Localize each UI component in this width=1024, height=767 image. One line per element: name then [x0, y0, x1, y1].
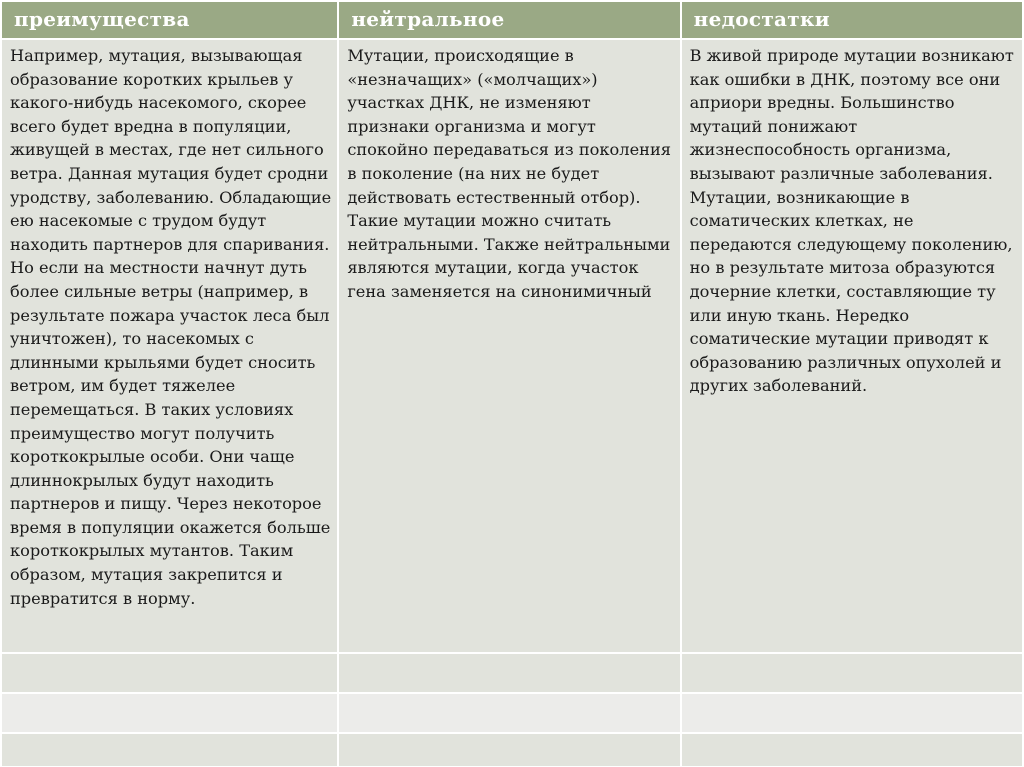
empty-cell: [339, 694, 679, 732]
cell-advantages: Например, мутация, вызывающая образование коротких крыльев у какого-нибудь насекомого, скорее всего будет вредна в популяции, живущей в местах, где нет сильного ветра. Данная мутация будет сродни уродству, заболеванию. Обладающие ею насекомые с трудом будут находить партнеров для спаривания. Но если на местности начнут дуть более сильные ветры (например, в результате пожара участок леса был уничтожен), то насекомых с длинными крыльями будет сносить ветром, им будет тяжелее перемещаться. В таких условиях преимущество могут получить короткокрылые особи. Они чаще длиннокрылых будут находить партнеров и пищу. Через некоторое время в популяции окажется больше короткокрылых мутантов. Таким образом, мутация закрепится и превратится в норму.: [2, 40, 337, 652]
empty-cell: [682, 654, 1022, 692]
empty-row: [2, 734, 1022, 766]
empty-cell: [682, 694, 1022, 732]
header-advantages: преимущества: [2, 2, 337, 38]
header-neutral: нейтральное: [339, 2, 679, 38]
empty-row: [2, 694, 1022, 732]
cell-disadvantages: В живой природе мутации возникают как ошибки в ДНК, поэтому все они априори вредны. Большинство мутаций понижают жизнеспособность организма, вызывают различные заболевания. Мутации, возникающие в соматических клетках, не передаются следующему поколению, но в результате митоза образуются дочерние клетки, составляющие ту или иную ткань. Нередко соматические мутации приводят к образованию различных опухолей и других заболеваний.: [682, 40, 1022, 652]
empty-cell: [2, 734, 337, 766]
empty-cell: [339, 654, 679, 692]
empty-cell: [2, 654, 337, 692]
header-disadvantages: недостатки: [682, 2, 1022, 38]
cell-neutral: Мутации, происходящие в «незначащих» («молчащих») участках ДНК, не изменяют признаки организма и могут спокойно передаваться из поколения в поколение (на них не будет действовать естественный отбор). Такие мутации можно считать нейтральными. Также нейтральными являются мутации, когда участок гена заменяется на синонимичный: [339, 40, 679, 652]
empty-cell: [2, 694, 337, 732]
empty-cell: [339, 734, 679, 766]
empty-row: [2, 654, 1022, 692]
table-row: [2, 40, 1022, 652]
empty-cell: [682, 734, 1022, 766]
table-header-row: [2, 2, 1022, 38]
